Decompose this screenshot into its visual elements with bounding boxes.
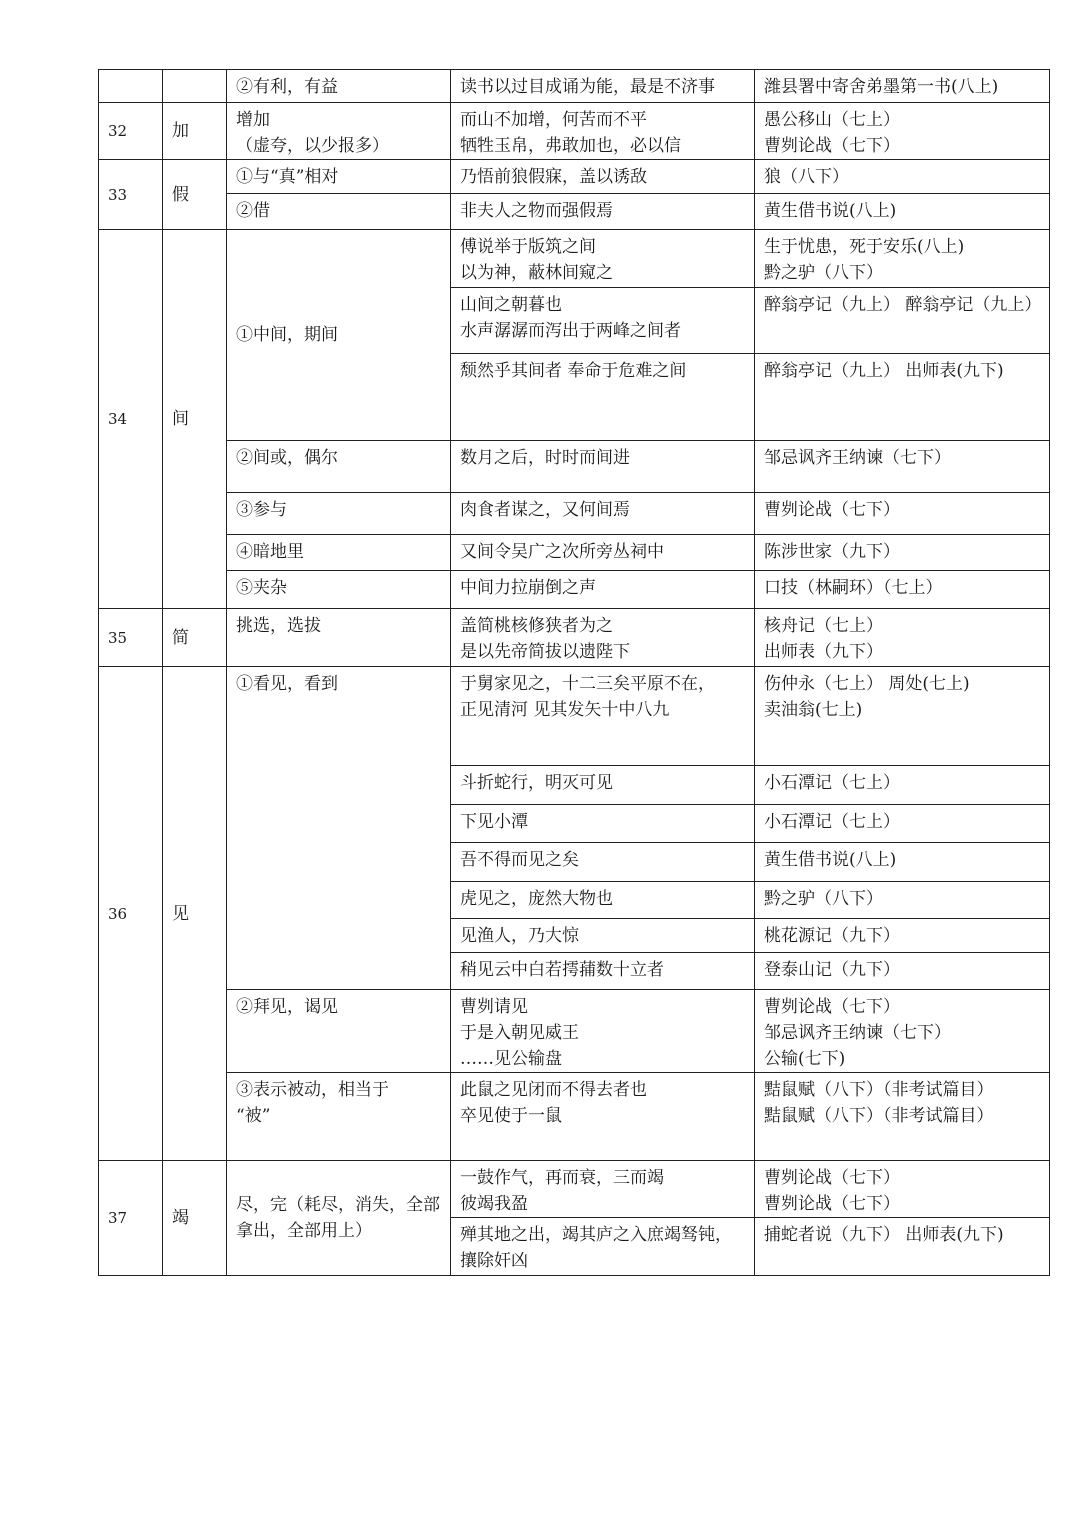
entry-number: 35 — [99, 609, 163, 667]
example-cell — [451, 1073, 755, 1161]
example-cell — [451, 354, 755, 441]
meaning-text: ②借 — [236, 201, 270, 221]
meaning-text: ④暗地里 — [236, 542, 304, 562]
source-text: 黄生借书说(八上) — [764, 850, 897, 870]
meaning-cell — [227, 230, 451, 441]
entry-character: 假 — [163, 160, 227, 230]
example-cell — [451, 70, 755, 103]
example-cell — [451, 1218, 755, 1276]
source-text: 愚公移山（七上） — [764, 110, 900, 130]
source-text: 黄生借书说(八上) — [764, 201, 897, 221]
table-row — [99, 160, 1050, 194]
source-cell — [755, 953, 1050, 990]
example-text: 斗折蛇行，明灭可见 — [460, 773, 613, 793]
example-text: 盖简桃核修狭者为之 — [460, 616, 613, 636]
source-cell — [755, 441, 1050, 493]
example-text: 下见小潭 — [460, 812, 528, 832]
entry-character: 竭 — [163, 1161, 227, 1276]
example-text: 水声潺潺而泻出于两峰之间者 — [460, 321, 681, 341]
meaning-cell — [227, 535, 451, 571]
example-text: 牺牲玉帛，弗敢加也，必以信 — [460, 136, 681, 156]
meaning-text: （虚夸，以少报多） — [236, 136, 389, 156]
meaning-cell — [227, 160, 451, 194]
example-text: 中间力拉崩倒之声 — [460, 578, 596, 598]
entry-number: 36 — [99, 667, 163, 1161]
source-text: 陈涉世家（九下） — [764, 542, 900, 562]
example-cell — [451, 194, 755, 230]
meaning-cell — [227, 667, 451, 990]
example-text: 殚其地之出，竭其庐之入庶竭驽钝，攘除奸凶 — [460, 1225, 732, 1271]
meaning-text: ②间或，偶尔 — [236, 448, 338, 468]
source-cell — [755, 354, 1050, 441]
source-cell — [755, 194, 1050, 230]
table-row — [99, 103, 1050, 160]
meaning-text: 增加 — [236, 110, 270, 130]
meaning-text: ①与“真”相对 — [236, 167, 339, 187]
meaning-text: ③参与 — [236, 500, 287, 520]
source-text: 曹刿论战（七下） — [764, 997, 900, 1017]
source-cell — [755, 1218, 1050, 1276]
example-text: 傅说举于版筑之间 — [460, 237, 596, 257]
example-text: 非夫人之物而强假焉 — [460, 201, 613, 221]
table-row — [99, 70, 1050, 103]
source-text: 邹忌讽齐王纳谏（七下） — [764, 1023, 951, 1043]
source-text: 狼（八下） — [764, 167, 849, 187]
source-text: 黔之驴（八下） — [764, 263, 883, 283]
example-text: 读书以过目成诵为能，最是不济事 — [460, 77, 715, 97]
source-cell — [755, 160, 1050, 194]
example-text: 山间之朝暮也 — [460, 295, 562, 315]
meaning-cell — [227, 493, 451, 535]
source-text: 公输(七下) — [764, 1049, 846, 1069]
source-text: 捕蛇者说（九下） 出师表(九下) — [764, 1225, 1004, 1245]
source-cell — [755, 805, 1050, 843]
source-cell — [755, 990, 1050, 1073]
example-cell — [451, 953, 755, 990]
entry-character: 简 — [163, 609, 227, 667]
example-cell — [451, 493, 755, 535]
example-text: 正见清河 见其发矢十中八九 — [460, 700, 670, 720]
example-text: 于是入朝见威王 — [460, 1023, 579, 1043]
meaning-text: “被” — [236, 1106, 271, 1126]
meaning-text: ②有利，有益 — [236, 77, 338, 97]
vocabulary-table — [98, 69, 1050, 1276]
source-text: 小石潭记（七上） — [764, 773, 900, 793]
source-cell — [755, 1073, 1050, 1161]
example-cell — [451, 535, 755, 571]
source-text: 黠鼠赋（八下）（非考试篇目） — [764, 1106, 994, 1126]
source-text: 生于忧患，死于安乐(八上) — [764, 237, 965, 257]
example-text: 以为神，蔽林间窥之 — [460, 263, 613, 283]
table-row — [99, 667, 1050, 766]
example-cell — [451, 609, 755, 667]
example-text: 见渔人，乃大惊 — [460, 926, 579, 946]
source-text: 潍县署中寄舍弟墨第一书(八上) — [764, 77, 999, 97]
example-cell — [451, 571, 755, 609]
example-text: 一鼓作气，再而衰，三而竭 — [460, 1168, 664, 1188]
entry-character — [163, 70, 227, 103]
meaning-text: ①中间，期间 — [236, 325, 338, 345]
entry-number: 37 — [99, 1161, 163, 1276]
example-cell — [451, 230, 755, 288]
source-cell — [755, 571, 1050, 609]
meaning-text: 尽，完（耗尽，消失，全部拿出，全部用上） — [236, 1195, 440, 1241]
table-row — [99, 493, 1050, 535]
table-row — [99, 441, 1050, 493]
meaning-cell — [227, 1073, 451, 1161]
example-text: 肉食者谋之，又何间焉 — [460, 500, 630, 520]
source-cell — [755, 843, 1050, 882]
source-text: 曹刿论战（七下） — [764, 136, 900, 156]
example-cell — [451, 441, 755, 493]
table-row — [99, 1161, 1050, 1218]
source-text: 桃花源记（九下） — [764, 926, 900, 946]
source-text: 登泰山记（九下） — [764, 960, 900, 980]
source-cell — [755, 288, 1050, 354]
source-cell — [755, 70, 1050, 103]
source-text: 卖油翁(七上) — [764, 700, 863, 720]
table-row — [99, 1073, 1050, 1161]
example-cell — [451, 667, 755, 766]
example-text: 又间令吴广之次所旁丛祠中 — [460, 542, 664, 562]
source-text: 醉翁亭记（九上） 醉翁亭记（九上） — [764, 295, 1042, 315]
source-text: 醉翁亭记（九上） 出师表(九下) — [764, 361, 1004, 381]
example-cell — [451, 1161, 755, 1218]
example-text: ……见公输盘 — [460, 1049, 562, 1069]
example-text: 曹刿请见 — [460, 997, 528, 1017]
source-cell — [755, 609, 1050, 667]
meaning-cell — [227, 441, 451, 493]
entry-number: 33 — [99, 160, 163, 230]
example-text: 数月之后，时时而间进 — [460, 448, 630, 468]
meaning-text: ③表示被动，相当于 — [236, 1080, 389, 1100]
source-cell — [755, 230, 1050, 288]
entry-character: 见 — [163, 667, 227, 1161]
example-cell — [451, 805, 755, 843]
meaning-text: ⑤夹杂 — [236, 578, 287, 598]
entry-number: 34 — [99, 230, 163, 609]
example-cell — [451, 160, 755, 194]
source-cell — [755, 766, 1050, 805]
source-text: 黔之驴（八下） — [764, 889, 883, 909]
source-cell — [755, 103, 1050, 160]
example-cell — [451, 288, 755, 354]
meaning-cell — [227, 194, 451, 230]
source-cell — [755, 493, 1050, 535]
meaning-text: 挑选，选拔 — [236, 616, 321, 636]
table-row — [99, 535, 1050, 571]
source-text: 邹忌讽齐王纳谏（七下） — [764, 448, 951, 468]
example-cell — [451, 843, 755, 882]
source-text: 出师表（九下） — [764, 642, 883, 662]
source-cell — [755, 535, 1050, 571]
entry-number: 32 — [99, 103, 163, 160]
table-row — [99, 609, 1050, 667]
entry-character: 间 — [163, 230, 227, 609]
example-text: 卒见使于一鼠 — [460, 1106, 562, 1126]
example-cell — [451, 882, 755, 919]
source-cell — [755, 1161, 1050, 1218]
meaning-cell — [227, 103, 451, 160]
table-row — [99, 230, 1050, 288]
example-text: 稍见云中白若摴蒱数十立者 — [460, 960, 664, 980]
source-text: 黠鼠赋（八下）（非考试篇目） — [764, 1080, 994, 1100]
example-text: 吾不得而见之矣 — [460, 850, 579, 870]
example-text: 而山不加增，何苦而不平 — [460, 110, 647, 130]
example-text: 是以先帝简拔以遗陛下 — [460, 642, 630, 662]
source-text: 曹刿论战（七下） — [764, 1168, 900, 1188]
meaning-text: ①看见，看到 — [236, 674, 338, 694]
source-cell — [755, 882, 1050, 919]
meaning-cell — [227, 571, 451, 609]
table-row — [99, 571, 1050, 609]
example-cell — [451, 990, 755, 1073]
example-cell — [451, 919, 755, 953]
table-row — [99, 990, 1050, 1073]
example-text: 虎见之，庞然大物也 — [460, 889, 613, 909]
entry-number — [99, 70, 163, 103]
meaning-cell — [227, 990, 451, 1073]
example-text: 乃悟前狼假寐，盖以诱敌 — [460, 167, 647, 187]
source-text: 口技（林嗣环）（七上） — [764, 578, 943, 598]
entry-character: 加 — [163, 103, 227, 160]
meaning-text: ②拜见，谒见 — [236, 997, 338, 1017]
source-text: 曹刿论战（七下） — [764, 1194, 900, 1214]
example-text: 此鼠之见闭而不得去者也 — [460, 1080, 647, 1100]
source-text: 曹刿论战（七下） — [764, 500, 900, 520]
example-text: 颓然乎其间者 奉命于危难之间 — [460, 361, 687, 381]
meaning-cell — [227, 609, 451, 667]
example-text: 彼竭我盈 — [460, 1194, 528, 1214]
source-text: 伤仲永（七上） 周处(七上) — [764, 674, 970, 694]
example-text: 于舅家见之，十二三矣平原不在， — [460, 674, 715, 694]
meaning-cell — [227, 70, 451, 103]
table-row — [99, 194, 1050, 230]
example-cell — [451, 766, 755, 805]
source-cell — [755, 919, 1050, 953]
meaning-cell — [227, 1161, 451, 1276]
example-cell — [451, 103, 755, 160]
source-cell — [755, 667, 1050, 766]
vocabulary-table-page — [98, 69, 1050, 1276]
source-text: 小石潭记（七上） — [764, 812, 900, 832]
source-text: 核舟记（七上） — [764, 616, 883, 636]
